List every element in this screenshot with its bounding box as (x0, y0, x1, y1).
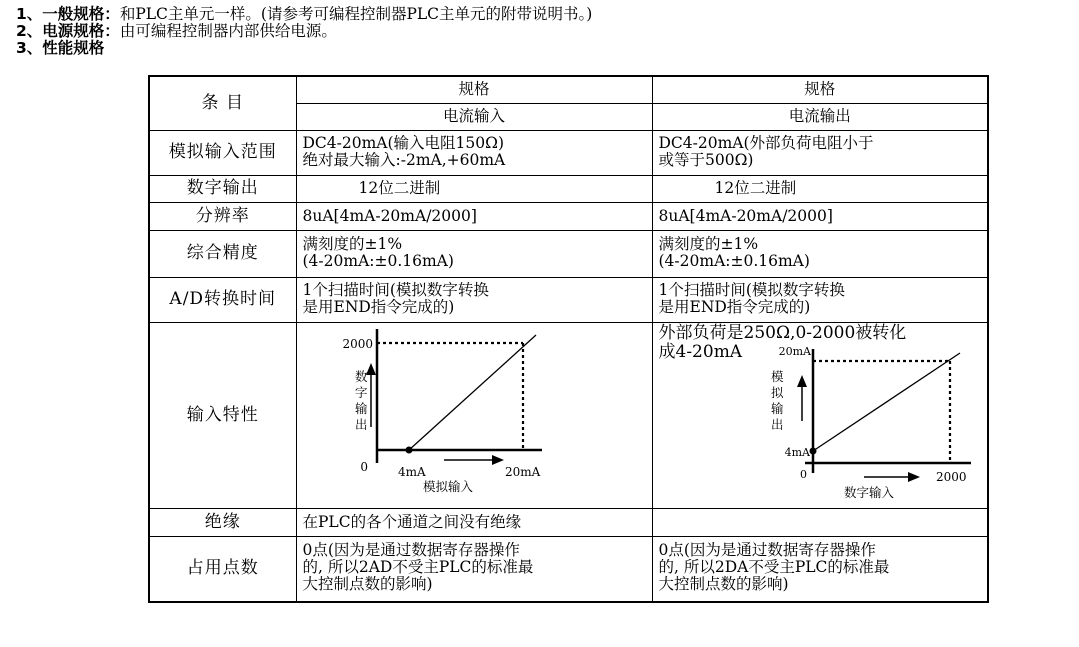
y-arrow-head (797, 375, 807, 387)
x-end-label: 2000 (935, 469, 967, 484)
x-axis-title: 数字输入 (843, 484, 894, 500)
cell-line: 的, 所以2DA不受主PLC的标准最 (658, 557, 890, 576)
y-start-label: 4mA (784, 445, 810, 459)
cell-line: 1个扫描时间(模拟数字转换 (658, 280, 845, 299)
cell-line: 0点(因为是通过数据寄存器操作 (658, 540, 876, 559)
subheader-current-input: 电流输入 (296, 103, 652, 130)
start-point-dot (405, 446, 412, 453)
cell-value: 8uA[4mA-20mA/2000] (296, 202, 652, 230)
cell-line: 或等于500Ω) (658, 150, 754, 169)
y-axis-title-char: 出 (770, 416, 784, 432)
cell-value (296, 277, 652, 322)
cell-line: 是用END指令完成的) (302, 297, 455, 316)
table-row (149, 322, 988, 508)
header-item-cell: 条 目 (149, 76, 296, 130)
cell-line: 满刻度的±1% (658, 234, 759, 253)
cell-value: 在PLC的各个通道之间没有绝缘 (296, 508, 652, 536)
intro-section (16, 6, 592, 57)
cell-line: 外部负荷是250Ω,0-2000被转化 (658, 322, 907, 343)
origin-label: 0 (799, 467, 807, 481)
cell-line: DC4-20mA(外部负荷电阻小于 (658, 133, 874, 152)
table-row (149, 202, 988, 230)
row-label: A/D转换时间 (149, 277, 296, 322)
intro-line-performance (16, 40, 592, 57)
intro-number: 2、 (16, 22, 43, 40)
cell-line: 大控制点数的影响) (658, 574, 789, 593)
cell-line: 满刻度的±1% (302, 234, 403, 253)
cell-value: 8uA[4mA-20mA/2000] (652, 202, 988, 230)
y-axis-title-char: 输 (354, 400, 368, 416)
row-label: 绝缘 (149, 508, 296, 536)
cell-value (296, 536, 652, 602)
cell-line: 1个扫描时间(模拟数字转换 (302, 280, 489, 299)
table-row (149, 277, 988, 322)
cell-line: (4-20mA:±0.16mA) (658, 251, 810, 270)
table-row (149, 130, 988, 175)
table-row (149, 230, 988, 277)
cell-line: 的, 所以2AD不受主PLC的标准最 (302, 557, 534, 576)
row-label: 占用点数 (149, 536, 296, 602)
output-characteristic-wrapper (653, 323, 987, 504)
row-label: 数字输出 (149, 175, 296, 202)
subheader-current-output: 电流输出 (652, 103, 988, 130)
spec-table (148, 75, 989, 603)
y-axis-title-char: 字 (354, 384, 368, 400)
intro-line-general (16, 6, 592, 23)
x-arrow-head (908, 472, 920, 482)
y-max-label: 20mA (778, 344, 811, 358)
y-axis-title-char: 数 (354, 368, 368, 384)
intro-text: 由可编程控制器内部供给电源。 (119, 22, 337, 40)
cell-value (296, 130, 652, 175)
cell-value (652, 536, 988, 602)
cell-value: 12位二进制 (296, 175, 652, 202)
cell-value (652, 277, 988, 322)
table-row (149, 508, 988, 536)
header-spec-out: 规格 (652, 76, 988, 103)
header-spec-in: 规格 (296, 76, 652, 103)
cell-value: 12位二进制 (652, 175, 988, 202)
intro-number: 3、 (16, 39, 43, 57)
x-start-label: 4mA (397, 464, 426, 479)
start-point-dot (809, 447, 816, 454)
row-label: 分辨率 (149, 202, 296, 230)
input-characteristic-graph (297, 323, 651, 504)
row-label: 输入特性 (149, 322, 296, 508)
cell-line: 绝对最大输入:-2mA,+60mA (302, 150, 506, 169)
intro-heading: 电源规格： (42, 22, 120, 40)
characteristic-line (409, 335, 536, 450)
cell-value (652, 130, 988, 175)
intro-text: 和PLC主单元一样。(请参考可编程控制器PLC主单元的附带说明书。) (119, 5, 593, 23)
y-axis-title-char: 拟 (770, 384, 784, 400)
row-label: 综合精度 (149, 230, 296, 277)
input-graph-cell (296, 322, 652, 508)
intro-number: 1、 (16, 5, 43, 23)
x-arrow-head (492, 455, 504, 465)
x-end-label: 20mA (504, 464, 540, 479)
table-row (149, 536, 988, 602)
y-axis-title-char: 模 (770, 368, 784, 384)
row-label: 模拟输入范围 (149, 130, 296, 175)
cell-value (296, 230, 652, 277)
origin-label: 0 (359, 459, 368, 474)
cell-value (652, 508, 988, 536)
y-axis-title-char: 输 (770, 400, 784, 416)
cell-line: DC4-20mA(输入电阻150Ω) (302, 133, 505, 152)
cell-line: 0点(因为是通过数据寄存器操作 (302, 540, 520, 559)
cell-line: 大控制点数的影响) (302, 574, 433, 593)
y-axis-title-char: 出 (354, 416, 368, 432)
y-max-label: 2000 (341, 336, 373, 351)
cell-line: (4-20mA:±0.16mA) (302, 251, 454, 270)
intro-line-power (16, 23, 592, 40)
characteristic-line (813, 353, 960, 451)
intro-heading: 性能规格 (42, 39, 105, 57)
x-axis-title: 模拟输入 (422, 478, 473, 494)
output-characteristic-cell (652, 322, 988, 508)
table-header-row (149, 76, 988, 103)
table-row (149, 175, 988, 202)
cell-line: 是用END指令完成的) (658, 297, 811, 316)
output-characteristic-graph (653, 323, 987, 504)
cell-value (652, 230, 988, 277)
intro-heading: 一般规格： (42, 5, 120, 23)
cell-line: 成4-20mA (658, 341, 743, 362)
